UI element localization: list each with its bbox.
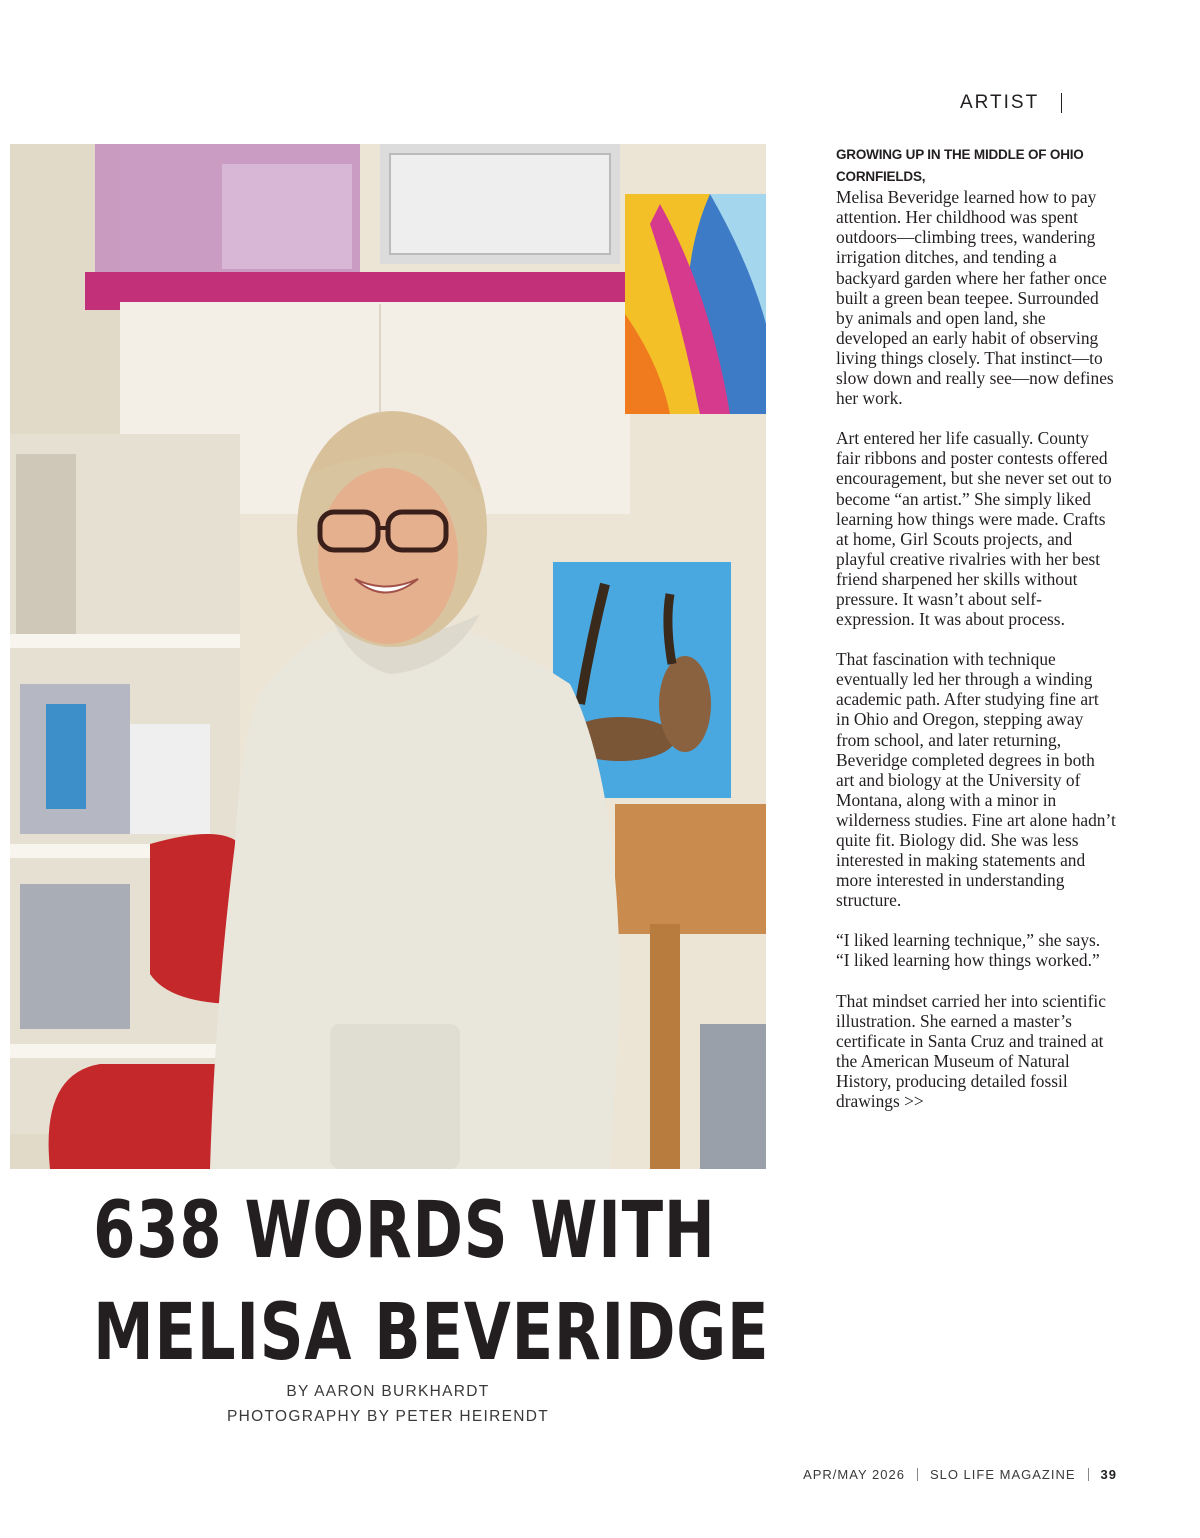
author-byline: BY AARON BURKHARDT (286, 1383, 490, 1400)
headline (93, 1180, 770, 1384)
footer-divider (1088, 1468, 1089, 1481)
magazine-name: SLO LIFE MAGAZINE (929, 1467, 1076, 1482)
portrait-photo (10, 144, 766, 1169)
footer-divider (917, 1468, 918, 1481)
issue-date: APR/MAY 2026 (803, 1467, 905, 1482)
page-number: 39 (1100, 1467, 1117, 1482)
article-paragraph: That fascination with technique eventually led her through a winding academic path. After studying fine art in Ohio and Oregon, stepping away from school, and later returning, Beveridge completed degrees in both art and biology at the University of Montana, along with a minor in wilderness studies. Fine art alone hadn’t quite fit. Biology did. She was less interested in making statements and more interested in understanding structure. (836, 649, 1116, 911)
headline-line-1: 638 WORDS WITH (93, 1186, 716, 1276)
article-paragraph: “I liked learning technique,” she says. “I liked learning how things worked.” (836, 930, 1101, 971)
article-paragraph: Art entered her life casually. County fair ribbons and poster contests offered encouragement, but she never set out to become “an artist.” She simply liked learning how things were made. Crafts at home, Girl Scouts projects, and playful creative rivalries with her best friend sharpened her skills without pressure. It wasn’t about self-expression. It was about process. (836, 428, 1112, 630)
section-label-text: ARTIST (960, 92, 1040, 113)
article-body (836, 143, 1116, 1131)
headline-line-2: MELISA BEVERIDGE (93, 1288, 770, 1378)
photo-credit: PHOTOGRAPHY BY PETER HEIRENDT (227, 1408, 549, 1425)
section-label (960, 92, 1110, 114)
section-divider (1061, 93, 1062, 113)
article-paragraph (836, 143, 1116, 408)
article-paragraph: That mindset carried her into scientific illustration. She earned a master’s certificate in Santa Cruz and trained at the American Museum of Natural History, producing detailed fossil drawings >> (836, 990, 1106, 1112)
page-footer (803, 1467, 1117, 1482)
lead-in: GROWING UP IN THE MIDDLE OF OHIO CORNFIELDS, (836, 147, 1084, 185)
paragraph-text: Melisa Beveridge learned how to pay attention. Her childhood was spent outdoors—climbing trees, wandering irrigation ditches, and tending a backyard garden where her father once built a green bean teepee. Surrounded by animals and open land, she developed an early habit of observing living things closely. That instinct—to slow down and really see—now defines her work. (836, 187, 1114, 409)
